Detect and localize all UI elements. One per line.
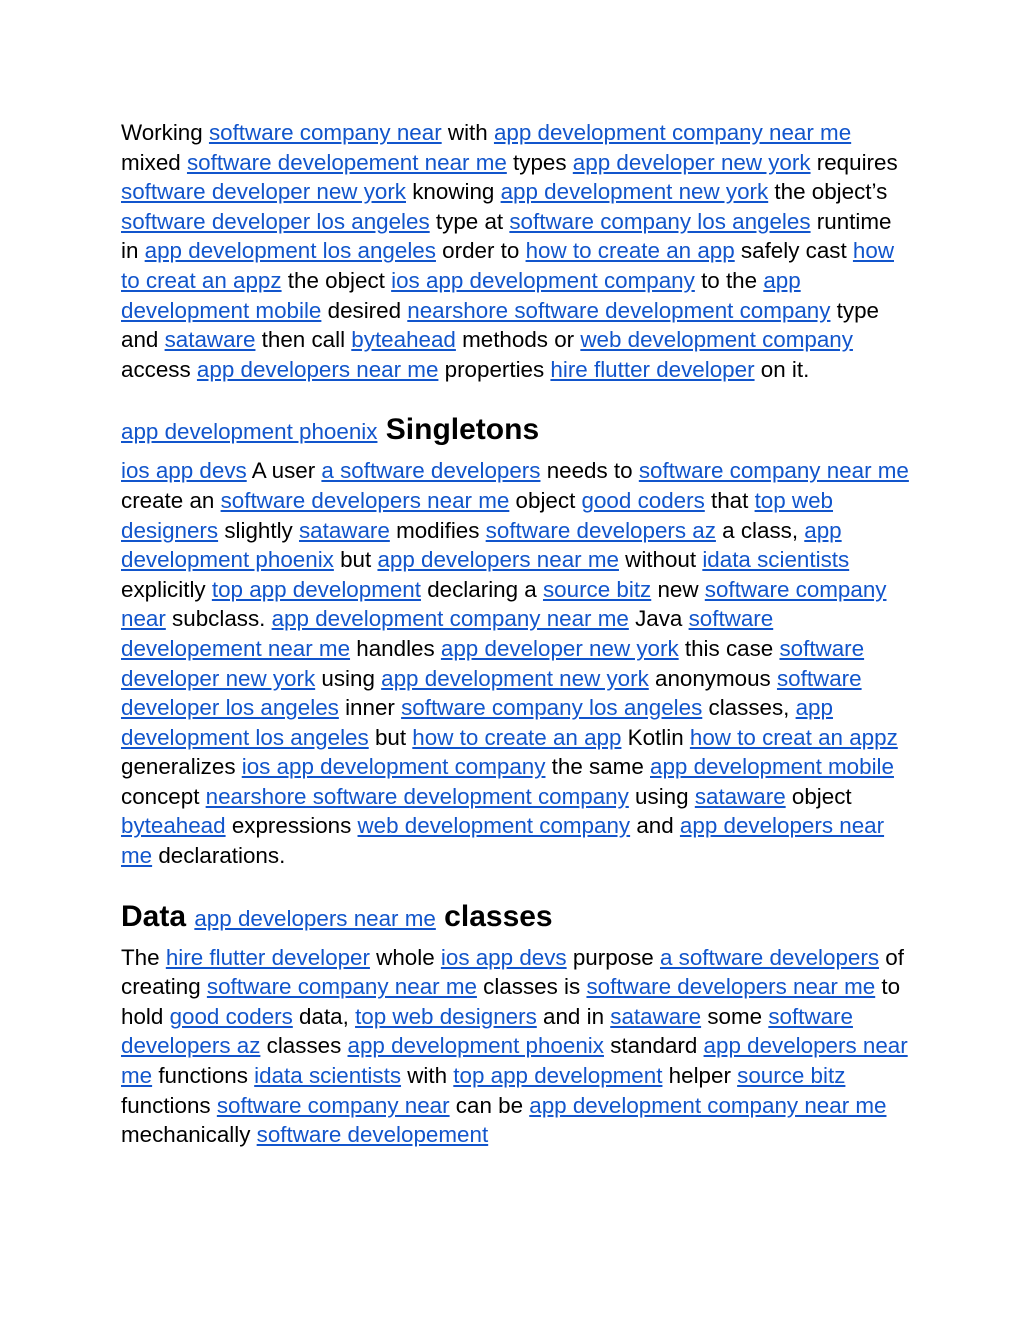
body-text: object <box>785 783 852 809</box>
singletons-paragraph <box>121 456 911 870</box>
singletons-heading <box>121 410 911 452</box>
body-text: modifies <box>389 517 486 543</box>
inline-link[interactable]: software developer new york <box>121 635 865 691</box>
body-text: purpose <box>566 944 660 970</box>
body-text: inner <box>338 695 402 721</box>
inline-link[interactable]: a software developers <box>321 458 541 484</box>
inline-link[interactable]: ios app devs <box>121 458 247 484</box>
body-text: on it. <box>754 356 810 382</box>
body-text: mechanically <box>121 1122 257 1148</box>
inline-link[interactable]: app development los angeles <box>144 238 436 264</box>
inline-link[interactable]: how to create an app <box>525 238 735 264</box>
inline-link[interactable]: app developers near me <box>196 356 439 382</box>
body-text: to hold <box>121 974 901 1029</box>
data-classes-heading <box>121 897 911 939</box>
inline-link[interactable]: web development company <box>357 813 631 839</box>
body-text: access <box>121 356 197 382</box>
body-text: functions <box>152 1063 255 1089</box>
inline-link[interactable]: software developers near me <box>220 487 510 513</box>
inline-link[interactable]: software company near <box>208 120 442 145</box>
body-text: classes <box>260 1033 348 1059</box>
body-text: subclass. <box>165 606 272 632</box>
body-text: and <box>630 813 680 839</box>
body-text: declaring a <box>420 576 543 602</box>
body-text: some <box>701 1003 769 1029</box>
body-text: without <box>618 547 703 573</box>
inline-link[interactable]: app developers near me <box>377 547 619 573</box>
inline-link[interactable]: top app development <box>453 1063 663 1089</box>
inline-link[interactable]: app developer new york <box>572 149 811 175</box>
inline-link[interactable]: software developement near me <box>186 149 507 175</box>
inline-link[interactable]: top web designers <box>355 1003 537 1029</box>
body-text: safely cast <box>734 238 853 264</box>
inline-link[interactable]: how to creat an appz <box>689 724 898 750</box>
inline-link[interactable]: software company los angeles <box>509 208 811 234</box>
body-text: with <box>441 120 494 145</box>
inline-link[interactable]: nearshore software development company <box>205 783 629 809</box>
body-text: whole <box>369 944 441 970</box>
inline-link[interactable]: software company near <box>121 576 887 632</box>
body-text: using <box>628 783 695 809</box>
body-text: mixed <box>121 149 187 175</box>
body-text: the object <box>281 267 392 293</box>
inline-link[interactable]: ios app devs <box>440 944 567 970</box>
inline-link[interactable]: ios app development company <box>241 754 546 780</box>
inline-link[interactable]: byteahead <box>351 327 456 353</box>
inline-link[interactable]: app development mobile <box>121 267 801 323</box>
inline-link[interactable]: app development los angeles <box>121 695 833 750</box>
body-text: desired <box>321 297 408 323</box>
inline-link[interactable]: app development company near me <box>493 120 852 145</box>
heading-text: Data <box>121 899 195 933</box>
inline-link[interactable]: software developement <box>256 1122 489 1148</box>
inline-link[interactable]: sataware <box>610 1003 702 1029</box>
inline-link[interactable]: software developers near me <box>586 974 876 1000</box>
body-text: requires <box>810 149 898 175</box>
inline-link[interactable]: app development company near me <box>271 606 629 632</box>
inline-link[interactable]: source bitz <box>542 576 652 602</box>
body-text: to the <box>694 267 764 293</box>
inline-link[interactable]: software developer los angeles <box>121 208 430 234</box>
inline-link[interactable]: software company near me <box>638 458 909 484</box>
inline-link[interactable]: app development mobile <box>650 754 894 780</box>
body-text: standard <box>603 1033 704 1059</box>
body-text: properties <box>438 356 551 382</box>
inline-link[interactable]: how to create an app <box>412 724 622 750</box>
inline-link[interactable]: idata scientists <box>702 547 850 573</box>
inline-link[interactable]: top app development <box>211 576 421 602</box>
body-text: Working <box>121 120 209 145</box>
inline-link[interactable]: good coders <box>581 487 705 513</box>
inline-link[interactable]: hire flutter developer <box>165 944 370 970</box>
body-text: then call <box>255 327 352 353</box>
body-text: methods or <box>455 327 581 353</box>
body-text: object <box>509 487 582 513</box>
body-text: anonymous <box>648 665 777 691</box>
inline-link[interactable]: top web designers <box>121 487 834 543</box>
body-text: this case <box>678 635 780 661</box>
inline-link[interactable]: source bitz <box>737 1063 846 1089</box>
body-text: type at <box>429 208 510 234</box>
inline-link[interactable]: nearshore software development company <box>407 297 831 323</box>
body-text: expressions <box>225 813 358 839</box>
body-text: runtime in <box>121 208 892 264</box>
inline-link[interactable]: app developers near me <box>121 1033 908 1089</box>
inline-link[interactable]: app developer new york <box>440 635 679 661</box>
body-text: data, <box>292 1003 356 1029</box>
body-text: type and <box>121 297 879 353</box>
inline-link[interactable]: idata scientists <box>254 1063 402 1089</box>
body-text: A user <box>246 458 322 484</box>
body-text: classes, <box>702 695 796 721</box>
body-text: declarations. <box>152 843 286 869</box>
body-text: slightly <box>218 517 299 543</box>
inline-link[interactable]: software company near <box>216 1092 450 1118</box>
body-text: explicitly <box>121 576 212 602</box>
inline-link[interactable]: byteahead <box>121 813 226 839</box>
inline-link[interactable]: good coders <box>169 1003 293 1029</box>
inline-link[interactable]: software developement near me <box>121 606 774 661</box>
body-text: concept <box>121 783 206 809</box>
inline-link[interactable]: ios app development company <box>391 267 695 293</box>
inline-link[interactable]: software developer los angeles <box>121 665 862 721</box>
inline-link[interactable]: sataware <box>298 517 390 543</box>
body-text: Java <box>628 606 689 632</box>
inline-link[interactable]: app development new york <box>381 665 649 691</box>
body-text: the object’s <box>768 179 888 205</box>
body-text: of creating <box>121 944 904 1000</box>
body-text: handles <box>350 635 441 661</box>
body-text: order to <box>435 238 526 264</box>
body-text: that <box>704 487 755 513</box>
body-text: using <box>315 665 382 691</box>
inline-link[interactable]: sataware <box>164 327 256 353</box>
heading-text: classes <box>435 899 553 933</box>
body-text: generalizes <box>121 754 242 780</box>
body-text: The <box>121 944 166 970</box>
body-text: new <box>651 576 705 602</box>
inline-link[interactable]: app development company near me <box>529 1092 887 1118</box>
inline-link[interactable]: app developers near me <box>194 905 436 931</box>
body-text: classes is <box>476 974 587 1000</box>
inline-link[interactable]: hire flutter developer <box>550 356 755 382</box>
body-text: helper <box>662 1063 738 1089</box>
body-text: functions <box>121 1092 217 1118</box>
body-text: Kotlin <box>621 724 690 750</box>
body-text: knowing <box>406 179 501 205</box>
body-text: needs to <box>540 458 639 484</box>
inline-link[interactable]: app development phoenix <box>347 1033 604 1059</box>
body-text: but <box>333 547 378 573</box>
body-text: with <box>401 1063 454 1089</box>
body-text: types <box>506 149 573 175</box>
inline-link[interactable]: a software developers <box>659 944 880 970</box>
inline-link[interactable]: software developers az <box>121 1003 853 1059</box>
inline-link[interactable]: software company near me <box>206 974 477 1000</box>
document-page <box>121 118 911 1150</box>
body-text: and in <box>536 1003 611 1029</box>
inline-link[interactable]: software developers az <box>485 517 716 543</box>
data-classes-paragraph <box>121 943 911 1150</box>
inline-link[interactable]: app developers near me <box>121 813 885 869</box>
inline-link[interactable]: app development phoenix <box>121 517 842 573</box>
inline-link[interactable]: software developer new york <box>121 179 406 205</box>
inline-link[interactable]: web development company <box>580 327 853 353</box>
inline-link[interactable]: software company los angeles <box>401 695 703 721</box>
inline-link[interactable]: app development new york <box>500 179 769 205</box>
inline-link[interactable]: how to creat an appz <box>121 238 894 293</box>
body-text: create an <box>121 487 221 513</box>
body-text: but <box>368 724 413 750</box>
body-text: the same <box>545 754 650 780</box>
inline-link[interactable]: app development phoenix <box>121 419 378 445</box>
body-text: a class, <box>715 517 805 543</box>
intro-paragraph <box>121 118 911 384</box>
heading-text: Singletons <box>377 413 540 447</box>
body-text: can be <box>449 1092 530 1118</box>
inline-link[interactable]: sataware <box>694 783 786 809</box>
